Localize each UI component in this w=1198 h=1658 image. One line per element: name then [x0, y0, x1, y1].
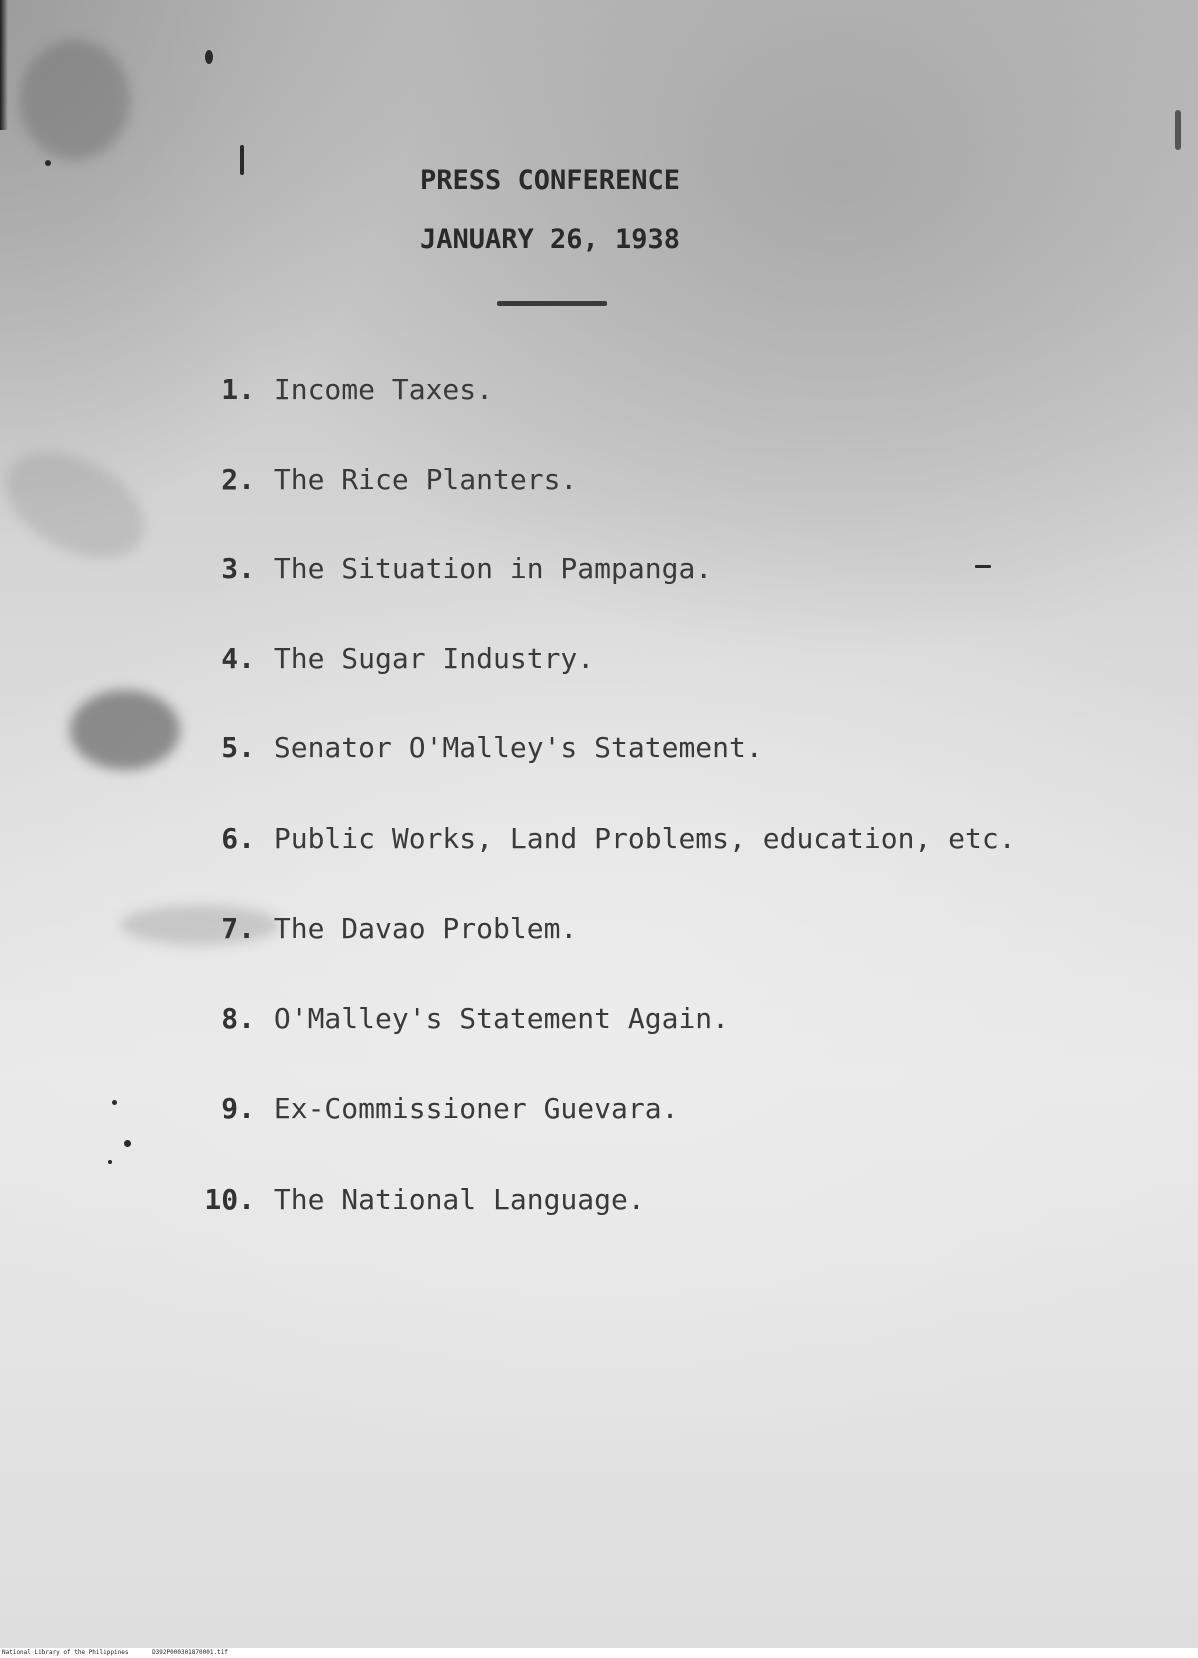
ink-speck [205, 50, 213, 64]
scan-edge-shadow [0, 0, 8, 130]
ink-speck [108, 1160, 112, 1164]
list-item [0, 1092, 678, 1132]
list-item [0, 1002, 729, 1042]
item-number: 7. [221, 912, 255, 945]
ink-speck [975, 565, 991, 568]
item-number: 10. [204, 1183, 255, 1216]
document-date: JANUARY 26, 1938 [419, 224, 681, 255]
item-number: 9. [221, 1092, 255, 1125]
item-text: O'Malley's Statement Again. [273, 1002, 730, 1035]
item-text: Senator O'Malley's Statement. [273, 731, 763, 764]
item-number: 4. [221, 642, 255, 675]
ink-speck [124, 1140, 131, 1147]
list-item [0, 463, 577, 503]
paper-stain [20, 40, 130, 160]
list-item [0, 822, 1016, 862]
list-item [0, 642, 594, 682]
document-title: PRESS CONFERENCE [419, 165, 681, 196]
item-number: 8. [221, 1002, 255, 1035]
scan-footer [0, 1648, 1198, 1658]
item-text: Income Taxes. [273, 373, 494, 406]
item-number: 2. [221, 463, 255, 496]
item-number: 6. [221, 822, 255, 855]
item-number: 5. [221, 731, 255, 764]
item-text: The Rice Planters. [273, 463, 578, 496]
list-item [0, 731, 763, 771]
item-text: The Sugar Industry. [273, 642, 595, 675]
scan-filename: D392P000301870001.tif [152, 1649, 228, 1656]
item-text: Public Works, Land Problems, education, etc. [273, 822, 1016, 855]
ink-speck [1175, 110, 1181, 150]
list-item [0, 552, 712, 592]
list-item [0, 373, 493, 413]
list-item [0, 1183, 645, 1223]
item-text: The Situation in Pampanga. [273, 552, 713, 585]
item-text: Ex-Commissioner Guevara. [273, 1092, 679, 1125]
item-number: 3. [221, 552, 255, 585]
item-number: 1. [221, 373, 255, 406]
item-text: The National Language. [273, 1183, 645, 1216]
item-text: The Davao Problem. [273, 912, 578, 945]
archive-name: National Library of the Philippines [2, 1649, 129, 1656]
title-underline [497, 301, 607, 306]
list-item [0, 912, 577, 952]
